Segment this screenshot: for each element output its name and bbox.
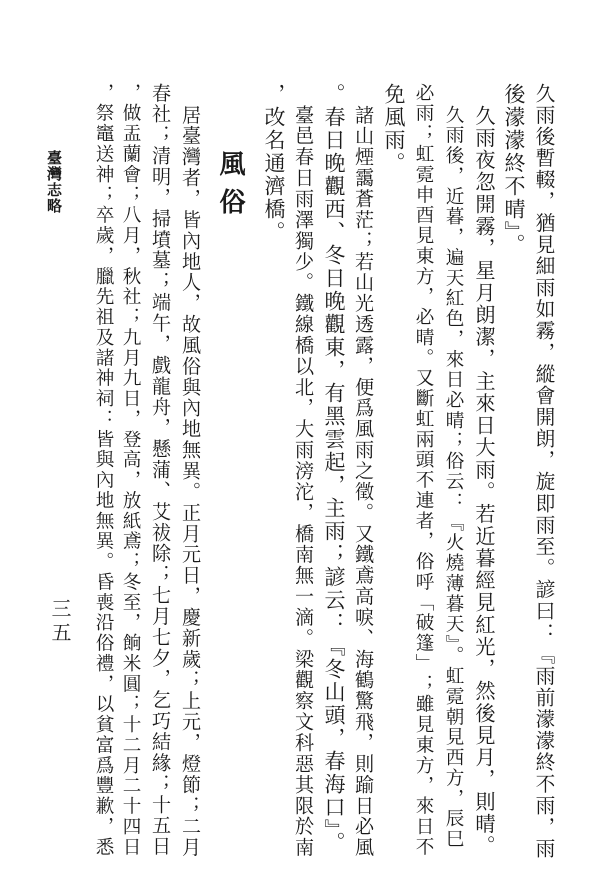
book-title: 臺灣志略 (45, 150, 63, 214)
text-column-2: 後濛濛終不晴』。 (502, 83, 526, 257)
text-column-6: 免風雨。 (382, 83, 406, 175)
text-column-5: 必雨；虹霓申酉見東方，必晴。又斷虹兩頭不連者，俗呼「破篷」；雖見東方，來日不 (413, 83, 434, 858)
text-column-9: 臺邑春日雨澤獨少。鐵線橋以北，大雨滂沱，橋南無一滴。梁觀察文科惡其限於南 (292, 105, 315, 859)
section-heading: 風俗 (215, 150, 245, 226)
text-column-4: 久雨後，近暮，遍天紅色，來日必晴；俗云：『火燒薄暮天』。虹霓朝見西方，辰巳 (443, 105, 464, 850)
text-column-8: 。春日晚觀西、冬日晚觀東，有黑雲起，主雨；諺云：『冬山頭，春海口』。 (322, 83, 346, 855)
text-column-10: ，改名通濟橋。 (262, 83, 286, 244)
text-column-12: 春社；清明，掃墳墓；端午，戲龍舟，懸蒲、艾祓除；七月七夕，乞巧結緣；十五日 (149, 83, 172, 858)
text-column-11: 居臺灣者，皆內地人，故風俗與內地無異。正月元日，慶新歲；上元，燈節；二月 (179, 105, 202, 859)
page-number: 三五 (48, 598, 72, 646)
text-column-13: ，做盂蘭會；八月，秋社；九月九日，登高，放紙鳶；冬至，餉米圓；十二月二十四日 (120, 83, 141, 858)
text-column-14: ，祭竈送神；卒歲，臘先祖及諸神祠：皆與內地無異。昏喪沿俗禮，以貧富爲豐歉，悉 (93, 83, 114, 858)
text-column-7: 諸山煙靄蒼茫；若山光透露，便爲風雨之徵。又鐵鳶高唳、海鶴驚飛，則踰日必風 (352, 105, 375, 859)
text-column-1: 久雨後暫輟，猶見細雨如霧，縱會開朗，旋即雨至。諺曰：『雨前濛濛終不雨，雨 (532, 83, 555, 860)
text-column-3: 久雨夜忽開霧，星月朗潔，主來日大雨。若近暮經見紅光，然後見月，則晴。 (472, 105, 496, 858)
